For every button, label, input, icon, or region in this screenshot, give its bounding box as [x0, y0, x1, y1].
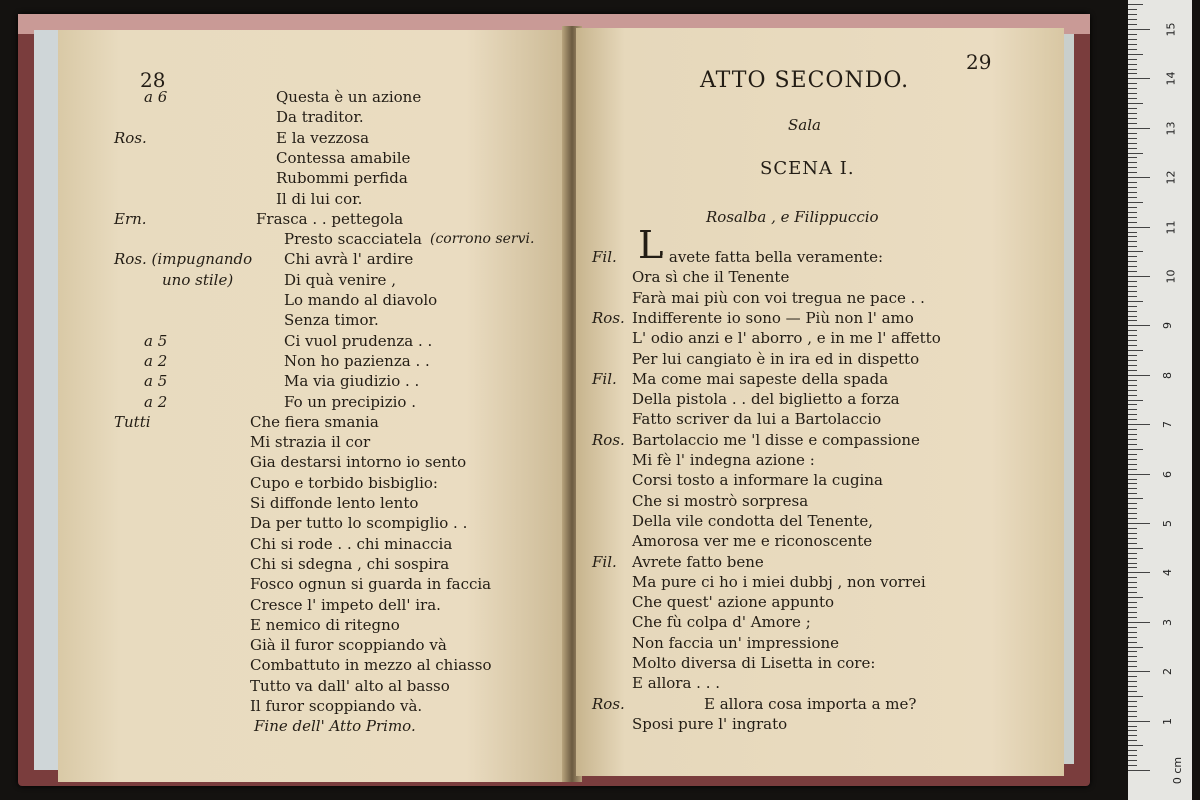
- ruler-tick: [1128, 528, 1137, 529]
- ruler-tick: [1128, 128, 1150, 129]
- ruler-tick: [1128, 360, 1137, 361]
- verse-line: Ma via giudizio . .: [284, 372, 420, 391]
- ruler-tick: [1128, 256, 1137, 257]
- speaker-label: Ern.: [114, 209, 147, 228]
- ruler-tick: [1128, 39, 1137, 40]
- verse-line: Senza timor.: [284, 311, 379, 330]
- ruler-tick: [1128, 138, 1137, 139]
- speaker-label: a 2: [144, 351, 168, 370]
- ruler-tick: [1128, 656, 1137, 657]
- ruler-tick: [1128, 172, 1137, 173]
- ruler-tick: [1128, 350, 1143, 351]
- ruler-tick: [1128, 459, 1137, 460]
- ruler-tick: [1128, 296, 1137, 297]
- verse-line: Molto diversa di Lisetta in core:: [632, 654, 876, 672]
- verse-line: Ora sì che il Tenente: [632, 268, 790, 287]
- verse-line: Farà mai più con voi tregua ne pace . .: [632, 288, 925, 307]
- ruler-tick: [1128, 345, 1137, 346]
- ruler-tick: [1128, 419, 1137, 420]
- ruler-tick: [1128, 711, 1137, 712]
- ruler-tick: [1128, 222, 1137, 223]
- ruler-tick: [1128, 330, 1137, 331]
- ruler-tick: [1128, 83, 1137, 84]
- ruler-tick: [1128, 157, 1137, 158]
- verse-line: Già il furor scoppiando và: [250, 636, 447, 655]
- act-title: ATTO SECONDO.: [700, 68, 910, 93]
- verse-line: Cupo e torbido bisbiglio:: [250, 473, 438, 492]
- verse-line: Ci vuol prudenza . .: [284, 331, 433, 350]
- characters: Rosalba , e Filippuccio: [706, 208, 879, 226]
- ruler-tick: [1128, 4, 1143, 5]
- verse-line: Della pistola . . del biglietto a forza: [632, 390, 900, 409]
- ruler-tick: [1128, 325, 1150, 326]
- act-closing: Fine dell' Atto Primo.: [254, 717, 416, 735]
- ruler-tick: [1128, 261, 1137, 262]
- speaker-label: Tutti: [114, 412, 151, 431]
- ruler-tick: [1128, 217, 1137, 218]
- ruler-tick: [1128, 563, 1137, 564]
- ruler-tick: [1128, 306, 1137, 307]
- verse-line: Avrete fatto bene: [632, 552, 764, 571]
- ruler-tick: [1128, 518, 1137, 519]
- ruler-tick: [1128, 335, 1137, 336]
- verse-line: Gia destarsi intorno io sento: [250, 453, 467, 472]
- ruler-tick: [1128, 232, 1137, 233]
- ruler-label: 4: [1161, 569, 1174, 577]
- ruler-label: 2: [1161, 668, 1174, 676]
- ruler-tick: [1128, 133, 1137, 134]
- verse-line: Che si mostrò sorpresa: [632, 491, 809, 510]
- left-page: [58, 30, 568, 782]
- verse-line: Mi strazia il cor: [250, 433, 371, 452]
- ruler-tick: [1128, 113, 1137, 114]
- ruler-tick: [1128, 236, 1137, 237]
- ruler-tick: [1128, 582, 1137, 583]
- ruler-tick: [1128, 29, 1150, 30]
- ruler-tick: [1128, 49, 1137, 50]
- ruler-tick: [1128, 587, 1137, 588]
- ruler-tick: [1128, 143, 1137, 144]
- ruler-tick: [1128, 577, 1137, 578]
- ruler-tick: [1128, 311, 1137, 312]
- ruler-tick: [1128, 755, 1137, 756]
- left-page-edges: [34, 30, 60, 770]
- ruler-tick: [1128, 400, 1143, 401]
- ruler-tick: [1128, 103, 1143, 104]
- ruler-tick: [1128, 148, 1137, 149]
- verse-line: Il di lui cor.: [276, 189, 363, 208]
- ruler-tick: [1128, 123, 1137, 124]
- ruler-tick: [1128, 73, 1137, 74]
- verse-line: Il furor scoppiando và.: [250, 697, 423, 715]
- ruler-tick: [1128, 538, 1137, 539]
- ruler-tick: [1128, 543, 1137, 544]
- setting: Sala: [788, 116, 821, 134]
- ruler-tick: [1128, 93, 1137, 94]
- speaker-label: Ros.: [592, 694, 625, 713]
- verse-line: Lo mando al diavolo: [284, 291, 438, 309]
- verse-line: Da per tutto lo scompiglio . .: [250, 514, 468, 533]
- ruler-tick: [1128, 765, 1137, 766]
- verse-line: Non ho pazienza . .: [284, 351, 430, 370]
- ruler-tick: [1128, 241, 1137, 242]
- ruler-tick: [1128, 651, 1137, 652]
- ruler-tick: [1128, 548, 1143, 549]
- ruler-tick: [1128, 227, 1150, 228]
- ruler-tick: [1128, 533, 1137, 534]
- ruler-tick: [1128, 88, 1137, 89]
- stage-direction: (corrono servi.: [430, 231, 535, 248]
- ruler-tick: [1128, 291, 1137, 292]
- ruler-tick: [1128, 493, 1137, 494]
- verse-line: Combattuto in mezzo al chiasso: [250, 656, 492, 675]
- ruler-tick: [1128, 316, 1137, 317]
- verse-line: Questa è un azione: [276, 88, 422, 106]
- ruler-tick: [1128, 553, 1137, 554]
- ruler-tick: [1128, 716, 1137, 717]
- ruler-tick: [1128, 69, 1137, 70]
- verse-line: Di quà venire ,: [284, 270, 396, 289]
- ruler-label: 8: [1161, 371, 1174, 379]
- ruler-tick: [1128, 726, 1137, 727]
- speaker-label: a 6: [144, 88, 168, 106]
- ruler-tick: [1128, 647, 1143, 648]
- ruler-tick: [1128, 44, 1137, 45]
- ruler-tick: [1128, 390, 1137, 391]
- verse-line: Chi si sdegna , chi sospira: [250, 554, 450, 573]
- speaker-label: a 5: [144, 372, 168, 391]
- ruler-tick: [1128, 78, 1150, 79]
- ruler-tick: [1128, 167, 1137, 168]
- speaker-label: Fil.: [592, 552, 617, 571]
- speaker-label: a 5: [144, 331, 168, 350]
- measurement-ruler: [1128, 0, 1192, 800]
- ruler-tick: [1128, 266, 1137, 267]
- speaker-label: Fil.: [592, 369, 617, 388]
- ruler-tick: [1128, 301, 1143, 302]
- ruler-label: 14: [1164, 71, 1178, 86]
- speaker-label: Ros.: [114, 128, 147, 147]
- ruler-tick: [1128, 508, 1137, 509]
- ruler-tick: [1128, 98, 1137, 99]
- ruler-tick: [1128, 572, 1150, 573]
- verse-line: Contessa amabile: [276, 148, 411, 167]
- ruler-tick: [1128, 498, 1143, 499]
- ruler-tick: [1128, 602, 1137, 603]
- ruler-tick: [1128, 612, 1137, 613]
- ruler-tick: [1128, 666, 1137, 667]
- ruler-tick: [1128, 14, 1137, 15]
- verse-line: E allora cosa importa a me?: [704, 694, 917, 713]
- ruler-tick: [1128, 251, 1143, 252]
- ruler-tick: [1128, 162, 1137, 163]
- ruler-tick: [1128, 681, 1137, 682]
- verse-line: Per lui cangiato è in ira ed in dispetto: [632, 349, 920, 368]
- ruler-label: 15: [1164, 22, 1178, 37]
- ruler-tick: [1128, 513, 1137, 514]
- ruler-tick: [1128, 449, 1143, 450]
- ruler-label: 10: [1164, 269, 1178, 284]
- page-number: 29: [966, 50, 992, 74]
- ruler-tick: [1128, 607, 1137, 608]
- ruler-tick: [1128, 523, 1150, 524]
- ruler-tick: [1128, 24, 1137, 25]
- verse-line: Rubommi perfida: [276, 169, 408, 188]
- verse-line: Presto scacciatela: [284, 230, 422, 249]
- verse-line: Sposi pure l' ingrato: [632, 714, 788, 733]
- ruler-tick: [1128, 281, 1137, 282]
- verse-line: Fosco ognun si guarda in faccia: [250, 575, 492, 594]
- verse-line: Frasca . . pettegola: [256, 209, 404, 228]
- verse-line: E la vezzosa: [276, 128, 370, 147]
- ruler-tick: [1128, 661, 1137, 662]
- ruler-tick: [1128, 54, 1143, 55]
- ruler-tick: [1128, 375, 1150, 376]
- ruler-tick: [1128, 34, 1137, 35]
- verse-line: Corsi tosto a informare la cugina: [632, 471, 884, 490]
- ruler-tick: [1128, 642, 1137, 643]
- ruler-tick: [1128, 429, 1137, 430]
- ruler-tick: [1128, 488, 1137, 489]
- ruler-label: 3: [1161, 618, 1174, 626]
- scene-title: SCENA I.: [760, 158, 855, 179]
- ruler-tick: [1128, 730, 1137, 731]
- ruler-tick: [1128, 567, 1137, 568]
- verse-line: Mi fè l' indegna azione :: [632, 451, 815, 469]
- ruler-tick: [1128, 745, 1143, 746]
- ruler-tick: [1128, 59, 1137, 60]
- ruler-tick: [1128, 706, 1137, 707]
- verse-line: Della vile condotta del Tenente,: [632, 511, 874, 530]
- speaker-label: Ros. (impugnando: [114, 250, 253, 269]
- ruler-label: 1: [1161, 717, 1174, 725]
- ruler-tick: [1128, 469, 1137, 470]
- ruler-label: 5: [1161, 520, 1174, 527]
- ruler-tick: [1128, 671, 1150, 672]
- ruler-tick: [1128, 365, 1137, 366]
- verse-line: Si diffonde lento lento: [250, 494, 419, 512]
- ruler-tick: [1128, 271, 1137, 272]
- verse-line: Fatto scriver da lui a Bartolaccio: [632, 410, 882, 429]
- verse-line: Tutto va dall' alto al basso: [250, 676, 450, 695]
- ruler-tick: [1128, 464, 1137, 465]
- ruler-tick: [1128, 182, 1137, 183]
- ruler-tick: [1128, 355, 1137, 356]
- ruler-tick: [1128, 108, 1137, 109]
- ruler-tick: [1128, 676, 1137, 677]
- ruler-tick: [1128, 385, 1137, 386]
- ruler-tick: [1128, 434, 1137, 435]
- ruler-tick: [1128, 691, 1137, 692]
- verse-line: Amorosa ver me e riconoscente: [632, 532, 873, 551]
- ruler-tick: [1128, 439, 1137, 440]
- ruler-label: 13: [1164, 121, 1178, 136]
- ruler-tick: [1128, 276, 1150, 277]
- verse-line: E allora . . .: [632, 674, 721, 693]
- verse-line: Cresce l' impeto dell' ira.: [250, 595, 441, 614]
- verse-line: Bartolaccio me 'l disse e compassione: [632, 430, 920, 449]
- ruler-tick: [1128, 414, 1137, 415]
- ruler-tick: [1128, 483, 1137, 484]
- verse-line: Fo un precipizio .: [284, 392, 416, 411]
- ruler-tick: [1128, 735, 1137, 736]
- ruler-tick: [1128, 192, 1137, 193]
- ruler-tick: [1128, 395, 1137, 396]
- verse-line: Ma come mai sapeste della spada: [632, 369, 889, 388]
- speaker-label: uno stile): [162, 270, 234, 289]
- ruler-tick: [1128, 212, 1137, 213]
- ruler-tick: [1128, 721, 1150, 722]
- ruler-tick: [1128, 340, 1137, 341]
- ruler-tick: [1128, 320, 1137, 321]
- verse-line: Non faccia un' impressione: [632, 633, 840, 652]
- ruler-tick: [1128, 597, 1143, 598]
- verse-line: Che fiera smania: [250, 412, 379, 431]
- ruler-tick: [1128, 622, 1150, 623]
- ruler-tick: [1128, 637, 1137, 638]
- speaker-label: Ros.: [592, 430, 625, 449]
- ruler-label: 7: [1161, 421, 1174, 429]
- ruler-tick: [1128, 627, 1137, 628]
- ruler-label: 11: [1164, 220, 1178, 235]
- ruler-tick: [1128, 632, 1137, 633]
- ruler-label: 12: [1164, 170, 1178, 185]
- ruler-tick: [1128, 696, 1143, 697]
- ruler-tick: [1128, 153, 1143, 154]
- ruler-tick: [1128, 177, 1150, 178]
- ruler-tick: [1128, 207, 1137, 208]
- ruler-tick: [1128, 19, 1137, 20]
- ruler-tick: [1128, 202, 1143, 203]
- ruler-tick: [1128, 740, 1137, 741]
- ruler-tick: [1128, 474, 1150, 475]
- ruler-tick: [1128, 479, 1137, 480]
- ruler-tick: [1128, 686, 1137, 687]
- ruler-tick: [1128, 404, 1137, 405]
- ruler-tick: [1128, 770, 1150, 771]
- ruler-tick: [1128, 617, 1137, 618]
- ruler-tick: [1128, 9, 1137, 10]
- ruler-tick: [1128, 503, 1137, 504]
- verse-line: Che fù colpa d' Amore ;: [632, 613, 811, 632]
- verse-line: Che quest' azione appunto: [632, 593, 835, 612]
- ruler-label: 0 cm: [1171, 756, 1185, 785]
- ruler-tick: [1128, 187, 1137, 188]
- verse-line: Chi si rode . . chi minaccia: [250, 534, 453, 553]
- drop-cap: L: [638, 223, 664, 267]
- speaker-label: Fil.: [592, 248, 617, 266]
- ruler-tick: [1128, 370, 1137, 371]
- ruler-tick: [1128, 197, 1137, 198]
- ruler-tick: [1128, 409, 1137, 410]
- verse-line: ' avete fatta bella veramente:: [660, 248, 884, 266]
- ruler-tick: [1128, 760, 1137, 761]
- ruler-tick: [1128, 246, 1137, 247]
- ruler-tick: [1128, 118, 1137, 119]
- ruler-tick: [1128, 701, 1137, 702]
- ruler-tick: [1128, 444, 1137, 445]
- ruler-tick: [1128, 424, 1150, 425]
- right-page: [576, 28, 1064, 776]
- ruler-label: 6: [1161, 470, 1174, 478]
- verse-line: E nemico di ritegno: [250, 615, 400, 634]
- ruler-label: 9: [1161, 322, 1174, 330]
- ruler-tick: [1128, 454, 1137, 455]
- ruler-tick: [1128, 64, 1137, 65]
- ruler-tick: [1128, 592, 1137, 593]
- verse-line: Indifferente io sono — Più non l' amo: [632, 308, 914, 327]
- ruler-tick: [1128, 380, 1137, 381]
- verse-line: Da traditor.: [276, 108, 364, 127]
- verse-line: Ma pure ci ho i miei dubbj , non vorrei: [632, 572, 926, 591]
- speaker-label: a 2: [144, 392, 168, 411]
- ruler-tick: [1128, 286, 1137, 287]
- verse-line: Chi avrà l' ardire: [284, 250, 414, 269]
- verse-line: L' odio anzi e l' aborro , e in me l' affetto: [632, 329, 941, 348]
- page-number: 28: [140, 68, 166, 92]
- speaker-label: Ros.: [592, 308, 625, 327]
- ruler-tick: [1128, 750, 1137, 751]
- ruler-tick: [1128, 558, 1137, 559]
